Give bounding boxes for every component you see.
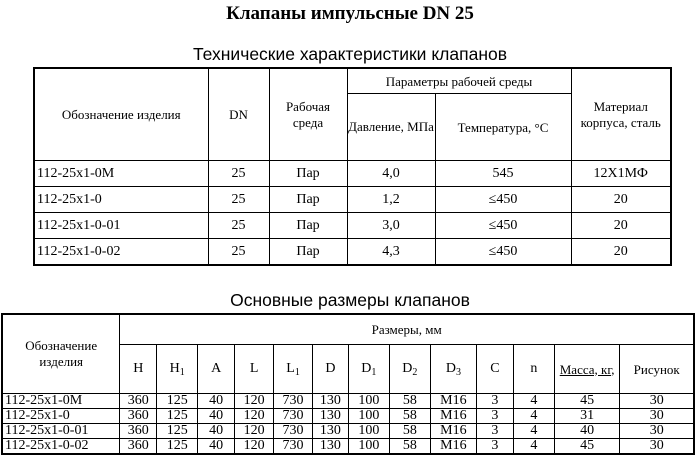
tech-cell: 4,0 xyxy=(347,161,435,187)
dims-col-symbol: H xyxy=(133,361,144,376)
tech-cell: 4,3 xyxy=(347,239,435,266)
dims-cell: 360 xyxy=(120,439,157,455)
dims-cell: 4 xyxy=(513,424,554,439)
dims-cell: 100 xyxy=(348,439,389,455)
dims-cell: 120 xyxy=(235,424,274,439)
tech-cell-designation: 112-25х1-0М xyxy=(34,161,208,187)
dims-cell: 40 xyxy=(198,394,235,409)
dims-cell: 730 xyxy=(274,439,313,455)
dims-cell: 40 xyxy=(554,424,620,439)
dims-cell: 130 xyxy=(313,439,349,455)
dims-table-heading: Основные размеры клапанов xyxy=(230,290,470,310)
tech-cell-designation: 112-25х1-0-01 xyxy=(34,213,208,239)
tech-cell: 25 xyxy=(208,239,269,266)
dims-cell: 125 xyxy=(157,424,198,439)
dims-cell: 730 xyxy=(274,394,313,409)
dims-cell: 40 xyxy=(198,424,235,439)
dims-cell: 4 xyxy=(513,409,554,424)
tech-cell: Пар xyxy=(269,213,347,239)
dims-row xyxy=(2,439,694,455)
dims-cell: 58 xyxy=(389,439,430,455)
dims-cell: M16 xyxy=(430,394,476,409)
dims-col-subscript: 1 xyxy=(371,367,377,378)
dims-col-header xyxy=(313,345,349,394)
dims-cell: 360 xyxy=(120,409,157,424)
tech-cell: ≤450 xyxy=(435,239,571,266)
dims-cell: 4 xyxy=(513,439,554,455)
header-dn: DN xyxy=(208,68,269,161)
dims-cell: 3 xyxy=(476,424,513,439)
dims-cell: 3 xyxy=(476,394,513,409)
dims-col-subscript: 3 xyxy=(455,367,461,378)
tech-cell: 20 xyxy=(571,187,671,213)
dims-cell: 58 xyxy=(389,424,430,439)
dims-col-symbol: C xyxy=(490,361,500,376)
dims-col-symbol: L xyxy=(286,361,295,376)
header-params: Параметры рабочей среды xyxy=(347,68,571,94)
tech-table-body xyxy=(34,161,671,266)
dims-cell: 125 xyxy=(157,409,198,424)
tech-cell: Пар xyxy=(269,239,347,266)
tech-cell: Пар xyxy=(269,161,347,187)
dims-cell: M16 xyxy=(430,439,476,455)
dims-cell: 120 xyxy=(235,394,274,409)
dims-cell: 58 xyxy=(389,394,430,409)
dims-col-symbol: D xyxy=(361,361,372,376)
dims-col-symbol: D xyxy=(325,361,336,376)
tech-row xyxy=(34,213,671,239)
dims-cell-designation: 112-25х1-0М xyxy=(2,394,120,409)
dims-table xyxy=(1,313,695,455)
dims-cell: 730 xyxy=(274,409,313,424)
tech-row xyxy=(34,187,671,213)
dims-cell: 31 xyxy=(554,409,620,424)
dims-col-subscript: 1 xyxy=(294,367,300,378)
dims-cell: 100 xyxy=(348,394,389,409)
dims-col-header xyxy=(430,345,476,394)
dims-cell: 730 xyxy=(274,424,313,439)
dims-cell-designation: 112-25х1-0-01 xyxy=(2,424,120,439)
dims-col-symbol: n xyxy=(530,361,538,376)
dims-cell: M16 xyxy=(430,409,476,424)
tech-cell: ≤450 xyxy=(435,187,571,213)
dims-col-header xyxy=(348,345,389,394)
dims-cell: 45 xyxy=(554,394,620,409)
dims-col-symbol: A xyxy=(211,361,222,376)
dims-cell: 45 xyxy=(554,439,620,455)
tech-cell-designation: 112-25х1-0 xyxy=(34,187,208,213)
header-temperature: Температура, °С xyxy=(435,94,571,161)
tech-cell: 25 xyxy=(208,161,269,187)
dims-cell: 30 xyxy=(620,424,694,439)
dims-col-header xyxy=(274,345,313,394)
dims-col-symbol: L xyxy=(249,361,259,376)
header-material: Материал корпуса, сталь xyxy=(571,68,671,161)
tech-row xyxy=(34,161,671,187)
dims-cell: 3 xyxy=(476,439,513,455)
tech-cell: Пар xyxy=(269,187,347,213)
dims-cell: M16 xyxy=(430,424,476,439)
header-medium: Рабочая среда xyxy=(269,68,347,161)
dims-header-figure: Рисунок xyxy=(620,345,694,394)
dims-cell: 125 xyxy=(157,439,198,455)
dims-col-header xyxy=(235,345,274,394)
header-pressure: Давление, МПа xyxy=(347,94,435,161)
dims-cell: 125 xyxy=(157,394,198,409)
dims-header-sizes: Размеры, мм xyxy=(120,314,694,345)
dims-col-subscript: 2 xyxy=(412,367,418,378)
dims-cell: 130 xyxy=(313,409,349,424)
tech-cell: 25 xyxy=(208,213,269,239)
dims-header-designation: Обозначение изделия xyxy=(2,314,120,394)
dims-col-header xyxy=(513,345,554,394)
dims-cell: 58 xyxy=(389,409,430,424)
dims-table-body xyxy=(2,394,694,455)
dims-cell: 30 xyxy=(620,394,694,409)
dims-cell: 120 xyxy=(235,409,274,424)
dims-col-symbol: D xyxy=(402,361,413,376)
tech-row xyxy=(34,239,671,266)
dims-col-header xyxy=(389,345,430,394)
tech-cell: 12Х1МФ xyxy=(571,161,671,187)
page-title: Клапаны импульсные DN 25 xyxy=(226,3,474,24)
dims-cell: 360 xyxy=(120,424,157,439)
dims-col-header xyxy=(198,345,235,394)
tech-cell-designation: 112-25х1-0-02 xyxy=(34,239,208,266)
dims-cell: 40 xyxy=(198,409,235,424)
dims-header-mass: Масса, кг, xyxy=(554,345,620,394)
dims-cell: 130 xyxy=(313,394,349,409)
tech-cell: 20 xyxy=(571,239,671,266)
dims-col-header xyxy=(120,345,157,394)
dims-cell-designation: 112-25х1-0-02 xyxy=(2,439,120,455)
tech-cell: 545 xyxy=(435,161,571,187)
dims-row xyxy=(2,394,694,409)
dims-col-symbol: D xyxy=(445,361,456,376)
tech-cell: 1,2 xyxy=(347,187,435,213)
dims-cell-designation: 112-25х1-0 xyxy=(2,409,120,424)
tech-table-heading: Технические характеристики клапанов xyxy=(192,44,508,64)
dims-col-header xyxy=(476,345,513,394)
dims-cell: 40 xyxy=(198,439,235,455)
tech-cell: ≤450 xyxy=(435,213,571,239)
dims-cell: 130 xyxy=(313,424,349,439)
dims-cell: 3 xyxy=(476,409,513,424)
dims-cell: 100 xyxy=(348,424,389,439)
dims-col-header xyxy=(157,345,198,394)
tech-table xyxy=(33,67,672,266)
tech-cell: 3,0 xyxy=(347,213,435,239)
dims-cell: 360 xyxy=(120,394,157,409)
tech-cell: 25 xyxy=(208,187,269,213)
dims-cell: 100 xyxy=(348,409,389,424)
dims-cell: 30 xyxy=(620,439,694,455)
dims-cell: 120 xyxy=(235,439,274,455)
dims-cell: 30 xyxy=(620,409,694,424)
tech-cell: 20 xyxy=(571,213,671,239)
dims-cell: 4 xyxy=(513,394,554,409)
header-designation: Обозначение изделия xyxy=(34,68,208,161)
dims-row xyxy=(2,424,694,439)
dims-col-subscript: 1 xyxy=(179,367,185,378)
dims-col-symbol: H xyxy=(169,361,180,376)
dims-row xyxy=(2,409,694,424)
